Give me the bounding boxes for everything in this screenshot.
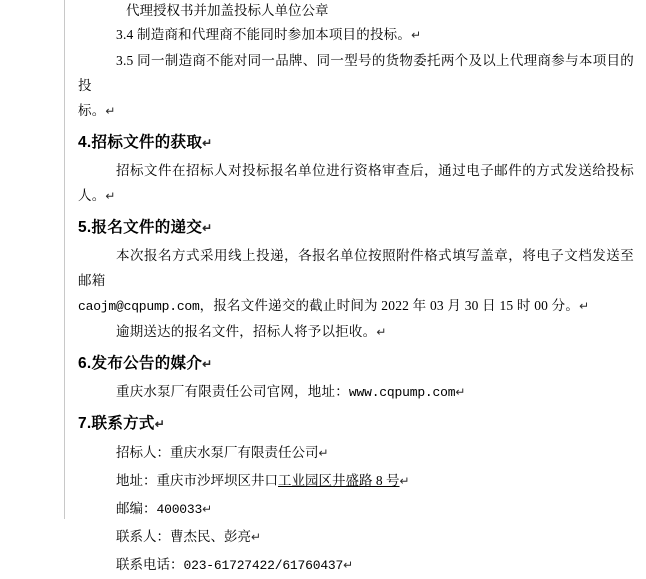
- section-5-paragraph-text: 本次报名方式采用线上投递，各报名单位按照附件格式填写盖章，将电子文档发送至邮箱: [78, 248, 634, 288]
- paragraph-mark: ↵: [202, 502, 213, 516]
- contact-phone: [78, 551, 634, 579]
- paragraph-mark: ↵: [579, 299, 590, 313]
- paragraph-mark: ↵: [202, 221, 213, 235]
- email-line: [78, 293, 634, 319]
- section-heading-5: [78, 213, 634, 243]
- paragraph-mark: ↵: [399, 474, 410, 488]
- section-5-paragraph: [78, 243, 634, 293]
- paragraph-mark: ↵: [202, 357, 213, 371]
- paragraph-mark: ↵: [455, 385, 466, 399]
- clause-3-5-text: 3.5 同一制造商不能对同一品牌、同一型号的货物委托两个及以上代理商参与本项目的投: [78, 53, 634, 93]
- contact-tenderer-label: 招标人：: [116, 445, 170, 460]
- clause-3-5-wrap-text: 标。: [78, 103, 106, 118]
- overdue-notice: [78, 319, 634, 345]
- contact-postcode-value: 400033: [156, 502, 203, 517]
- section-6-paragraph-text: 重庆水泵厂有限责任公司官网，地址：: [116, 384, 349, 399]
- paragraph-mark: ↵: [376, 325, 387, 339]
- contact-phone-label: 联系电话：: [116, 557, 184, 572]
- continuation-line: [78, 0, 634, 22]
- paragraph-mark: ↵: [251, 530, 262, 544]
- paragraph-mark: ↵: [105, 189, 116, 203]
- contact-address-value: 重庆市沙坪坝区井口: [156, 473, 278, 488]
- clause-3-5: [78, 48, 634, 98]
- contact-phone-value: 023-61727422/61760437: [183, 558, 344, 573]
- contact-person-label: 联系人：: [116, 529, 170, 544]
- email-line-rest: ，报名文件递交的截止时间为 2022 年 03 月 30 日 15 时 00 分。: [199, 298, 580, 313]
- clause-3-5-wrap: [78, 98, 634, 124]
- section-heading-4: [78, 128, 634, 158]
- paragraph-mark: ↵: [343, 558, 354, 572]
- section-6-paragraph: [78, 379, 634, 405]
- contact-postcode-label: 邮编：: [116, 501, 157, 516]
- section-heading-4-text: 4.招标文件的获取: [78, 134, 203, 151]
- section-heading-7: [78, 409, 634, 439]
- company-website: www.cqpump.com: [348, 385, 456, 400]
- contact-address: [78, 467, 634, 495]
- document-content: [78, 0, 634, 579]
- paragraph-mark: ↵: [154, 417, 166, 431]
- section-heading-6-text: 6.发布公告的媒介: [78, 355, 203, 372]
- contact-address-underlined: 工业园区井盛路 8 号: [278, 473, 400, 488]
- paragraph-mark: ↵: [105, 104, 116, 118]
- section-heading-7-text: 7.联系方式: [78, 415, 155, 432]
- contact-person: [78, 523, 634, 551]
- page-margin-rule: [64, 0, 65, 519]
- paragraph-mark: ↵: [202, 136, 213, 150]
- section-4-paragraph-text: 招标文件在招标人对投标报名单位进行资格审查后，通过电子邮件的方式发送给投标人。: [78, 163, 634, 203]
- contact-email: caojm@cqpump.com: [78, 299, 200, 314]
- paragraph-mark: ↵: [411, 28, 422, 42]
- section-heading-6: [78, 349, 634, 379]
- section-heading-5-text: 5.报名文件的递交: [78, 219, 203, 236]
- clause-3-4: [78, 22, 634, 48]
- overdue-notice-text: 逾期送达的报名文件，招标人将予以拒收。: [116, 324, 377, 339]
- contact-person-value: 曹杰民、彭亮: [170, 529, 251, 544]
- section-4-paragraph: [78, 158, 634, 209]
- continuation-line-text: 代理授权书并加盖投标人单位公章: [126, 3, 329, 18]
- contact-address-label: 地址：: [116, 473, 157, 488]
- paragraph-mark: ↵: [318, 446, 329, 460]
- contact-tenderer-value: 重庆水泵厂有限责任公司: [170, 445, 319, 460]
- contact-tenderer: [78, 439, 634, 467]
- clause-3-4-text: 3.4 制造商和代理商不能同时参加本项目的投标。: [116, 27, 412, 42]
